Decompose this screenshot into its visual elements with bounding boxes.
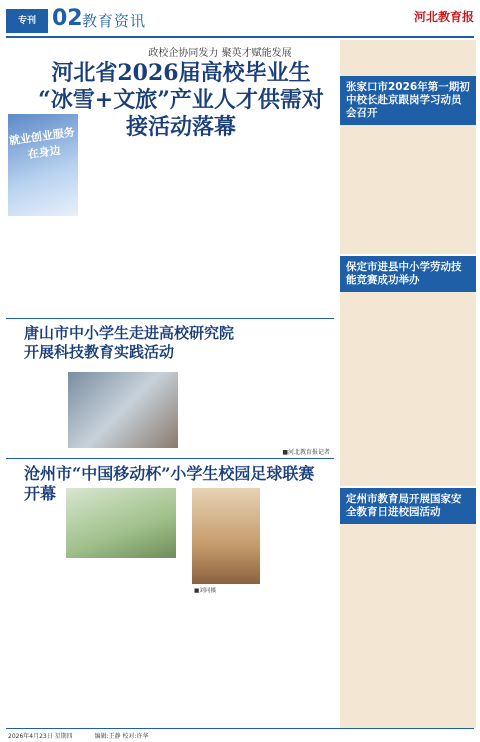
footer-rule bbox=[6, 728, 474, 729]
page-number: 02 bbox=[52, 6, 83, 31]
story-a-headline-line1: 河北省2026届高校毕业生 bbox=[51, 60, 311, 86]
sidebar-box-1 bbox=[340, 40, 476, 254]
story-b-byline: ■河北教育报记者 bbox=[282, 449, 330, 456]
sidebar-box-2-headline: 保定市进县中小学劳动技能竞赛成功举办 bbox=[340, 256, 476, 292]
right-sidebar bbox=[340, 40, 476, 730]
story-c-headline: 沧州市“中国移动杯”小学生校园足球联赛开幕 bbox=[24, 464, 315, 503]
sidebar-box-3 bbox=[340, 488, 476, 728]
section-name: 教育资讯 bbox=[82, 12, 147, 30]
footer-editor: 编辑:王静 校对:许华 bbox=[94, 733, 149, 740]
footer-line bbox=[8, 731, 149, 740]
story-a-kicker: 政校企协同发力 聚英才赋能发展 bbox=[148, 48, 292, 59]
story-c-photo bbox=[66, 488, 176, 558]
story-b-photo bbox=[68, 372, 178, 448]
story-b-headline-line2: 开展科技教育实践活动 bbox=[24, 343, 175, 361]
story-a-headline-line2: “冰雪+文旅”产业人才供需对接活动落幕 bbox=[38, 87, 324, 140]
footer-date: 2026年4月23日 星期四 bbox=[8, 733, 73, 740]
newspaper-logo: 河北教育报 bbox=[413, 10, 474, 24]
story-b-headline-line1: 唐山市中小学生走进高校研究院 bbox=[24, 324, 235, 342]
section-divider bbox=[6, 318, 334, 319]
sidebar-box-2 bbox=[340, 256, 476, 486]
header-rule bbox=[6, 36, 474, 38]
edition-tag: 专刊 bbox=[6, 9, 48, 33]
story-c-photo-credit: ■刘同摄 bbox=[194, 588, 217, 594]
story-c-photo-2 bbox=[192, 488, 260, 584]
story-b-headline bbox=[24, 324, 330, 362]
sidebar-box-3-headline: 定州市教育局开展国家安全教育日进校园活动 bbox=[340, 488, 476, 524]
sidebar-box-1-headline: 张家口市2026年第一期初中校长赴京跟岗学习动员会召开 bbox=[340, 76, 476, 125]
story-a-photo-overlay: 就业创业服务在身边 bbox=[8, 125, 76, 162]
section-divider bbox=[6, 458, 334, 459]
